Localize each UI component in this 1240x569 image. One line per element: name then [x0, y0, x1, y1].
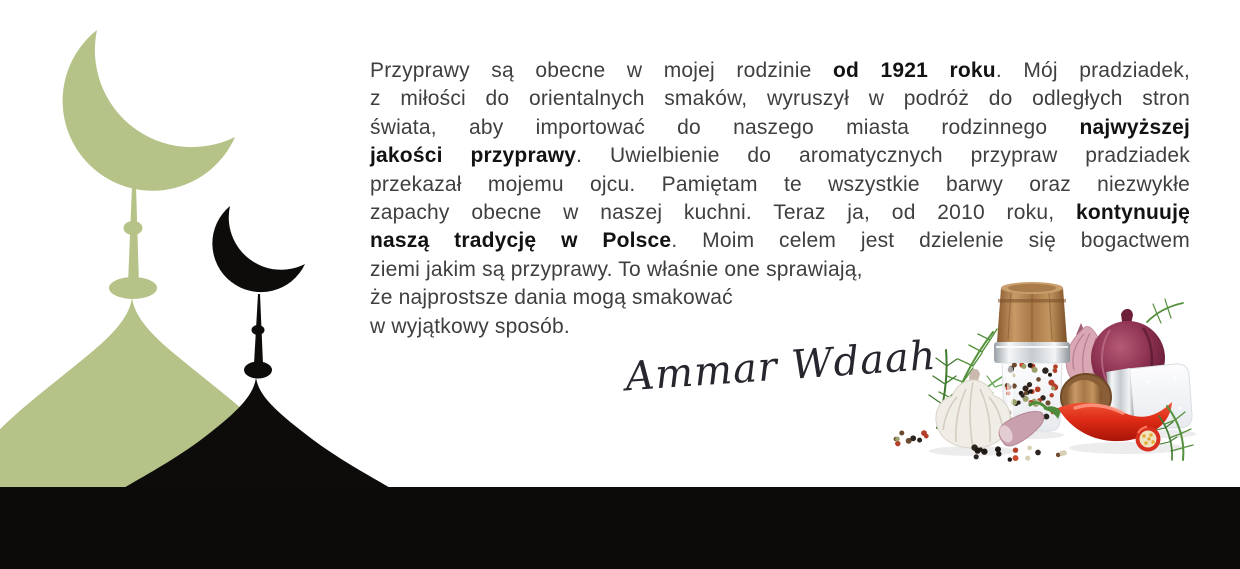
peppercorn — [1008, 457, 1012, 461]
peppercorn — [1043, 414, 1049, 420]
story-bold-segment: od 1921 roku — [833, 59, 996, 82]
story-line — [370, 57, 1190, 85]
peppercorn — [1027, 382, 1032, 387]
story-line — [370, 227, 1190, 255]
story-bold-segment: kontynuuję — [1075, 201, 1190, 225]
story-bold-segment: najwyższej — [1079, 115, 1190, 139]
spire-knob — [124, 221, 143, 235]
peppercorns-scatter-a — [894, 430, 929, 446]
peppercorn — [1053, 369, 1057, 373]
peppercorn — [1013, 455, 1019, 461]
story-segment: ziemi jakim są przyprawy. To właśnie one sprawiają, — [370, 257, 863, 281]
story-segment: zapachy obecne w naszej kuchni. Teraz ja, od 2010 roku, — [370, 201, 1076, 225]
crescent-icon — [63, 30, 235, 191]
story-segment: . Uwielbienie do aromatycznych przypraw pradziadek — [576, 144, 1190, 168]
peppercorn — [974, 454, 979, 459]
peppercorn — [1023, 386, 1029, 392]
peppercorn — [995, 446, 1001, 452]
peppercorn — [1032, 367, 1038, 373]
peppercorn — [1048, 373, 1052, 377]
peppercorn — [1021, 364, 1026, 369]
peppercorn — [1051, 386, 1055, 390]
peppercorn — [1028, 363, 1033, 368]
peppercorn — [899, 430, 904, 435]
peppercorns-scatter-c — [1056, 450, 1067, 457]
signature: Ammar Wdaah — [623, 332, 938, 401]
story-bold-segment: naszą tradycję w Polsce — [370, 229, 672, 253]
peppercorn — [895, 441, 900, 446]
peppercorn — [1045, 400, 1050, 405]
crescent-icon — [212, 206, 305, 292]
peppercorn — [1049, 393, 1053, 397]
dome-base — [244, 362, 272, 379]
peppercorn — [917, 438, 922, 443]
peppercorn — [1035, 450, 1041, 456]
story-line — [370, 114, 1190, 142]
story-segment: świata, aby importować do naszego miasta rodzinnego — [370, 115, 1080, 139]
story-segment: przekazał mojemu ojcu. Pamiętam te wszystkie barwy oraz niezwykłe — [370, 172, 1190, 196]
garlic-bulb — [936, 369, 1010, 448]
story-segment: Przyprawy są obecne w mojej rodzinie — [370, 59, 833, 82]
peppercorn — [1036, 377, 1041, 382]
peppercorn — [1035, 386, 1041, 392]
story-line — [370, 199, 1190, 227]
spire-knob — [252, 325, 265, 335]
footer-bar — [0, 487, 1240, 569]
peppercorn — [1029, 389, 1033, 393]
story-segment: w wyjątkowy sposób. — [370, 314, 570, 338]
dill-sprig-top — [1147, 299, 1183, 323]
peppercorn — [1025, 456, 1030, 461]
story-line — [370, 171, 1190, 199]
peppercorn — [1027, 446, 1032, 451]
peppercorn — [1042, 367, 1048, 373]
dome-base — [109, 277, 157, 299]
peppercorn — [978, 447, 982, 451]
spire — [128, 186, 139, 284]
story-bold-segment: jakości przyprawy — [370, 144, 577, 168]
story-segment: z miłości do orientalnych smaków, wyruszył w podróż do odległych stron — [370, 87, 1190, 111]
story-segment: że najprostsze dania mogą smakować — [370, 286, 733, 310]
story-segment: . Moim celem jest dzielenie się bogactwem — [671, 229, 1190, 253]
peppercorn — [924, 434, 929, 439]
peppercorn — [1048, 380, 1054, 386]
peppercorn — [1053, 364, 1058, 369]
peppercorn — [1020, 393, 1024, 397]
story-line — [370, 85, 1190, 113]
chili-slice — [1136, 427, 1161, 452]
peppercorn — [895, 437, 900, 442]
peppercorn — [1062, 450, 1067, 455]
peppercorn — [1013, 448, 1018, 453]
story-segment: . Mój pradziadek, — [995, 59, 1191, 82]
peppercorn — [910, 435, 916, 441]
spices-illustration — [885, 270, 1197, 470]
story-line — [370, 142, 1190, 170]
